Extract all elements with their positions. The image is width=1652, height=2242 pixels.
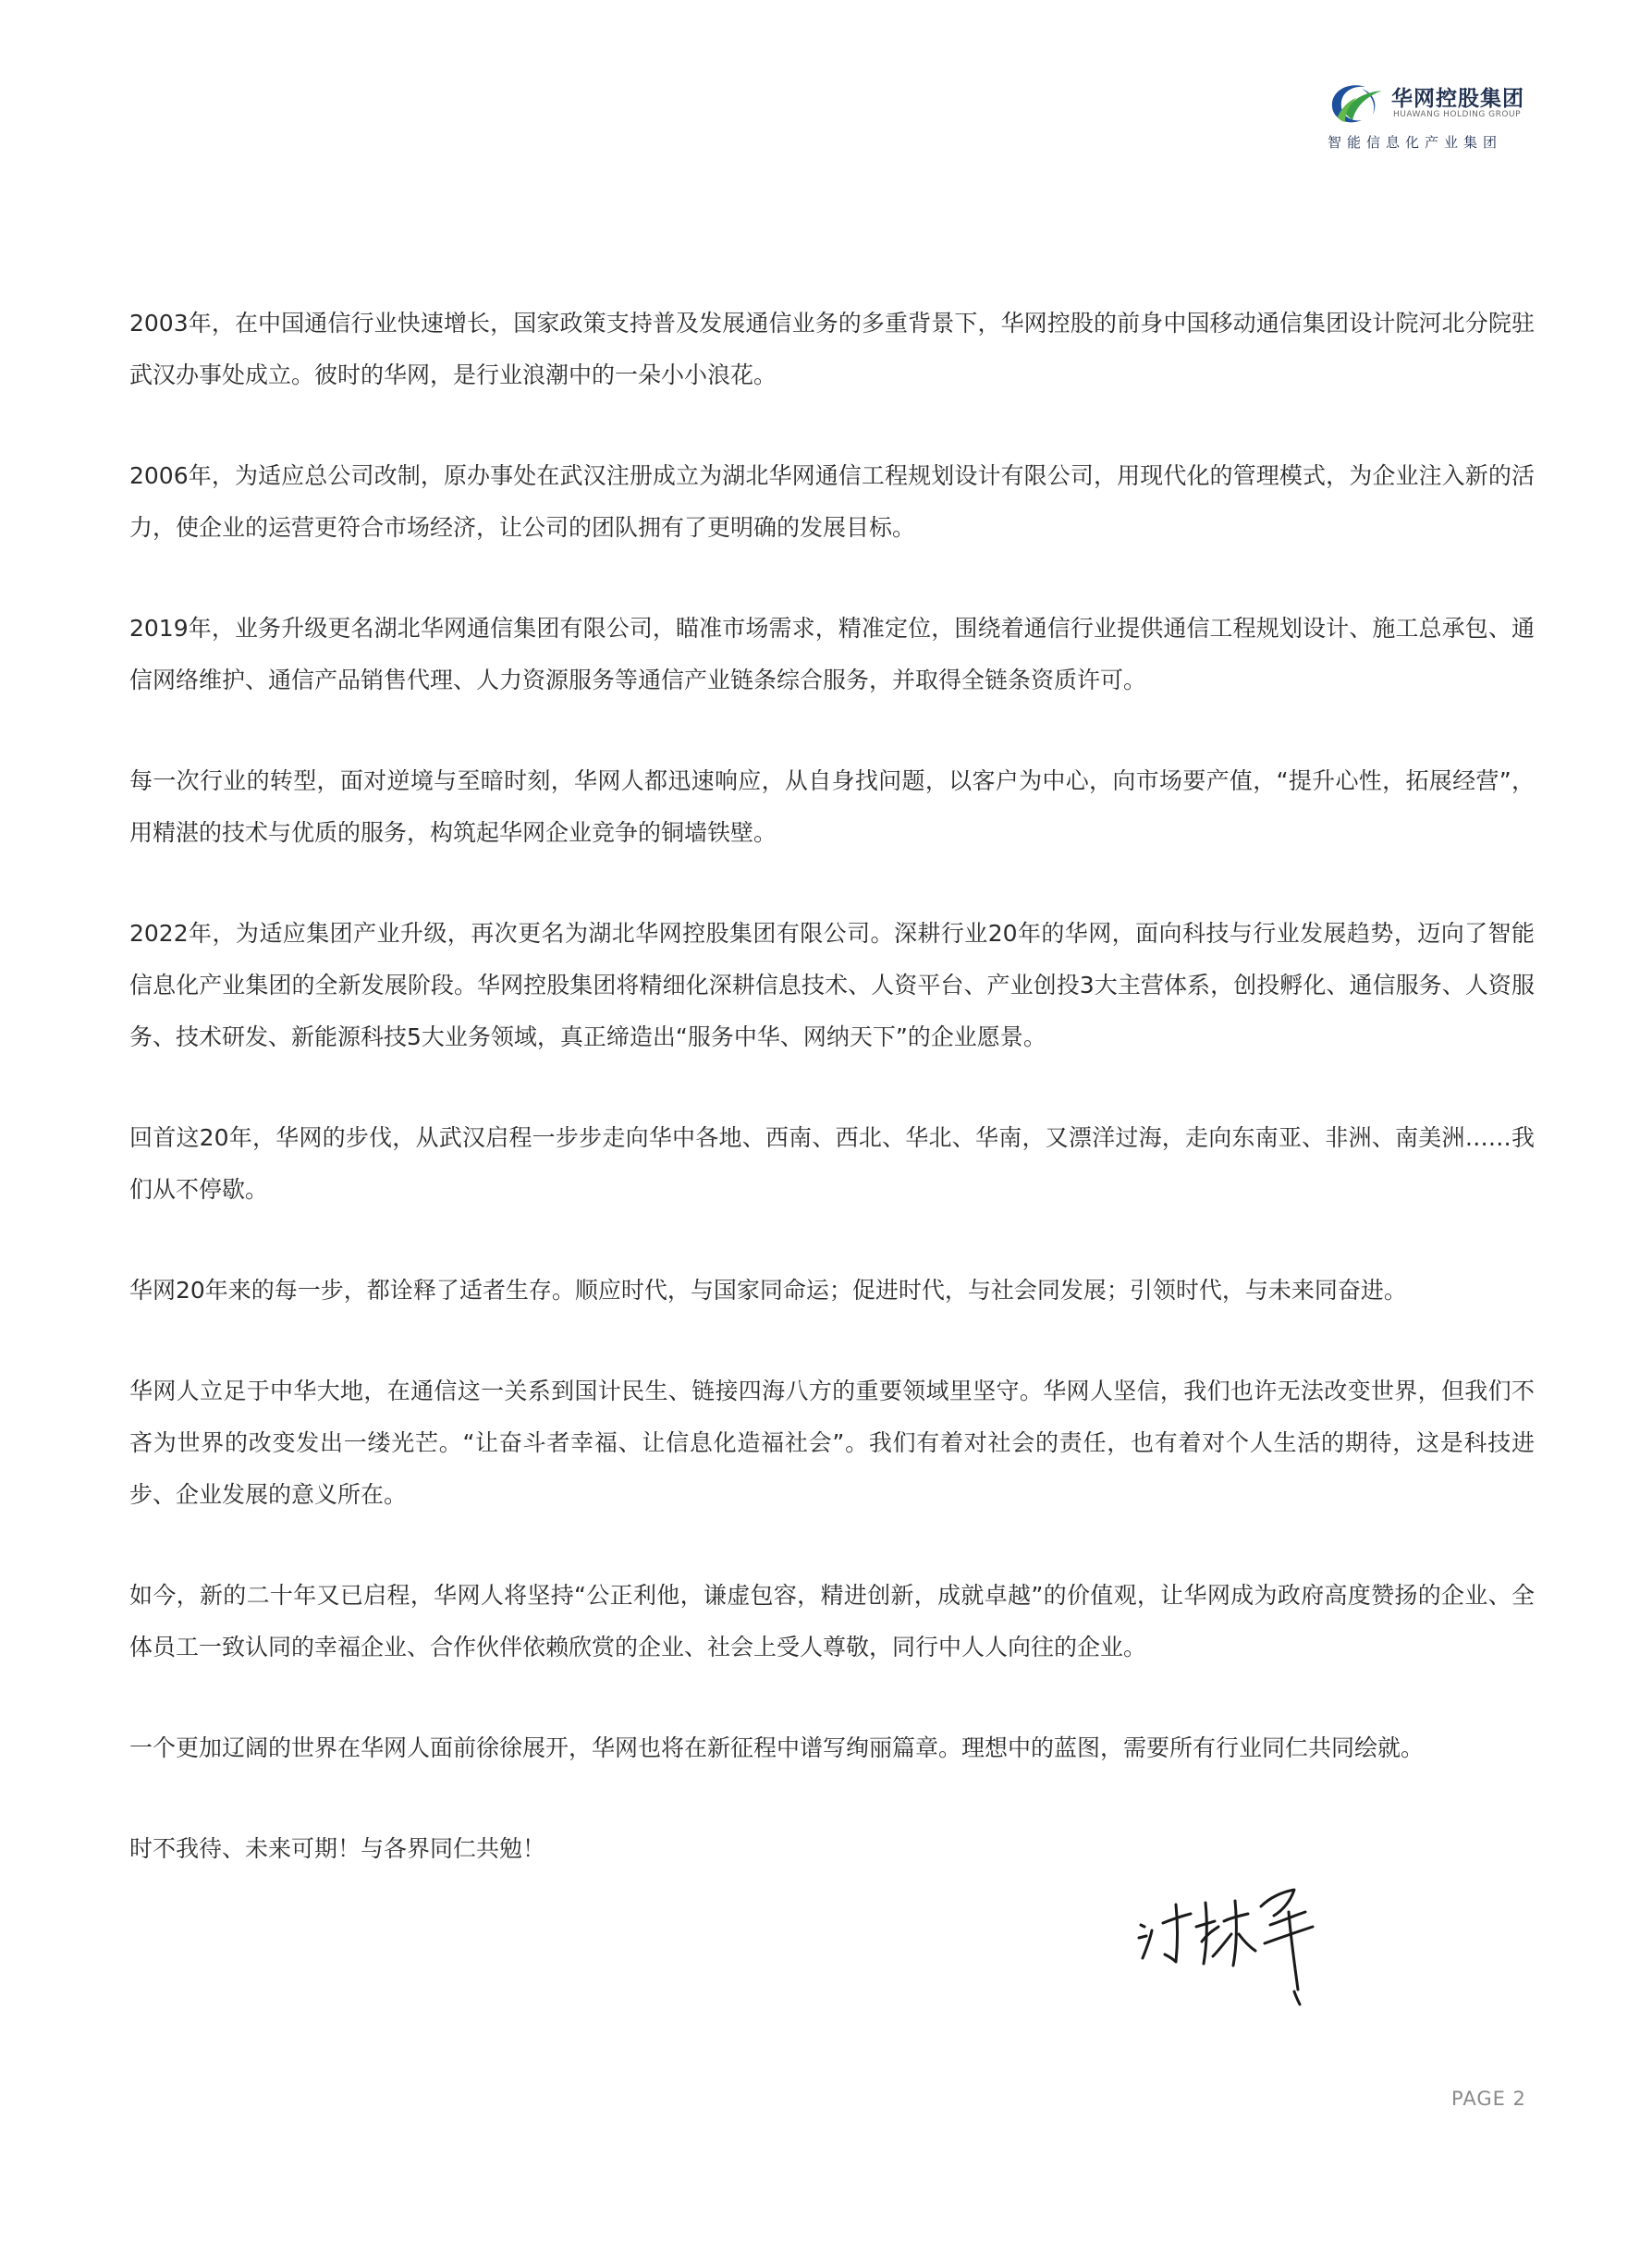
closing-line: 时不我待、未来可期！与各界同仁共勉！ <box>129 1835 546 1862</box>
handwritten-signature-icon <box>1135 1869 1366 2017</box>
letter-body <box>129 298 1535 1924</box>
paragraph: 回首这20年，华网的步伐，从武汉启程一步步走向华中各地、西南、西北、华北、华南，又漂洋过海，走向东南亚、非洲、南美洲……我们从不停歇。 <box>129 1124 1535 1203</box>
company-name-english: HUAWANG HOLDING GROUP <box>1393 110 1521 119</box>
paragraph: 每一次行业的转型，面对逆境与至暗时刻，华网人都迅速响应，从自身找问题，以客户为中心，向市场要产值，“提升心性，拓展经营”，用精湛的技术与优质的服务，构筑起华网企业竞争的铜墙铁壁。 <box>129 767 1535 846</box>
page-number: PAGE 2 <box>1451 2088 1526 2110</box>
company-logo <box>1325 76 1547 161</box>
paragraph: 2006年，为适应总公司改制，原办事处在武汉注册成立为湖北华网通信工程规划设计有限公司，用现代化的管理模式，为企业注入新的活力，使企业的运营更符合市场经济，让公司的团队拥有了更明确的发展目标。 <box>129 462 1535 541</box>
paragraph: 2022年，为适应集团产业升级，再次更名为湖北华网控股集团有限公司。深耕行业20年的华网，面向科技与行业发展趋势，迈向了智能信息化产业集团的全新发展阶段。华网控股集团将精细化深耕信息技术、人资平台、产业创投3大主营体系，创投孵化、通信服务、人资服务、技术研发、新能源科技5大业务领域，真正缔造出“服务中华、网纳天下”的企业愿景。 <box>129 920 1535 1050</box>
paragraph: 如今，新的二十年又已启程，华网人将坚持“公正利他，谦虚包容，精进创新，成就卓越”的价值观，让华网成为政府高度赞扬的企业、全体员工一致认同的幸福企业、合作伙伴依赖欣赏的企业、社会上受人尊敬，同行中人人向往的企业。 <box>129 1582 1535 1660</box>
paragraph: 一个更加辽阔的世界在华网人面前徐徐展开，华网也将在新征程中谱写绚丽篇章。理想中的蓝图，需要所有行业同仁共同绘就。 <box>129 1734 1425 1761</box>
paragraph: 华网人立足于中华大地，在通信这一关系到国计民生、链接四海八方的重要领域里坚守。华网人坚信，我们也许无法改变世界，但我们不吝为世界的改变发出一缕光芒。“让奋斗者幸福、让信息化造福社会”。我们有着对社会的责任，也有着对个人生活的期待，这是科技进步、企业发展的意义所在。 <box>129 1378 1535 1508</box>
company-slogan: 智能信息化产业集团 <box>1328 134 1503 151</box>
paragraph: 华网20年来的每一步，都诠释了适者生存。顺应时代，与国家同命运；促进时代，与社会同发展；引领时代，与未来同奋进。 <box>129 1277 1407 1304</box>
paragraph: 2003年，在中国通信行业快速增长，国家政策支持普及发展通信业务的多重背景下，华网控股的前身中国移动通信集团设计院河北分院驻武汉办事处成立。彼时的华网，是行业浪潮中的一朵小小浪花。 <box>129 310 1535 388</box>
globe-swoosh-logo-icon <box>1325 80 1386 128</box>
paragraph: 2019年，业务升级更名湖北华网通信集团有限公司，瞄准市场需求，精准定位，围绕着通信行业提供通信工程规划设计、施工总承包、通信网络维护、通信产品销售代理、人力资源服务等通信产业链条综合服务，并取得全链条资质许可。 <box>129 615 1535 693</box>
company-name: 华网控股集团 <box>1391 87 1524 111</box>
